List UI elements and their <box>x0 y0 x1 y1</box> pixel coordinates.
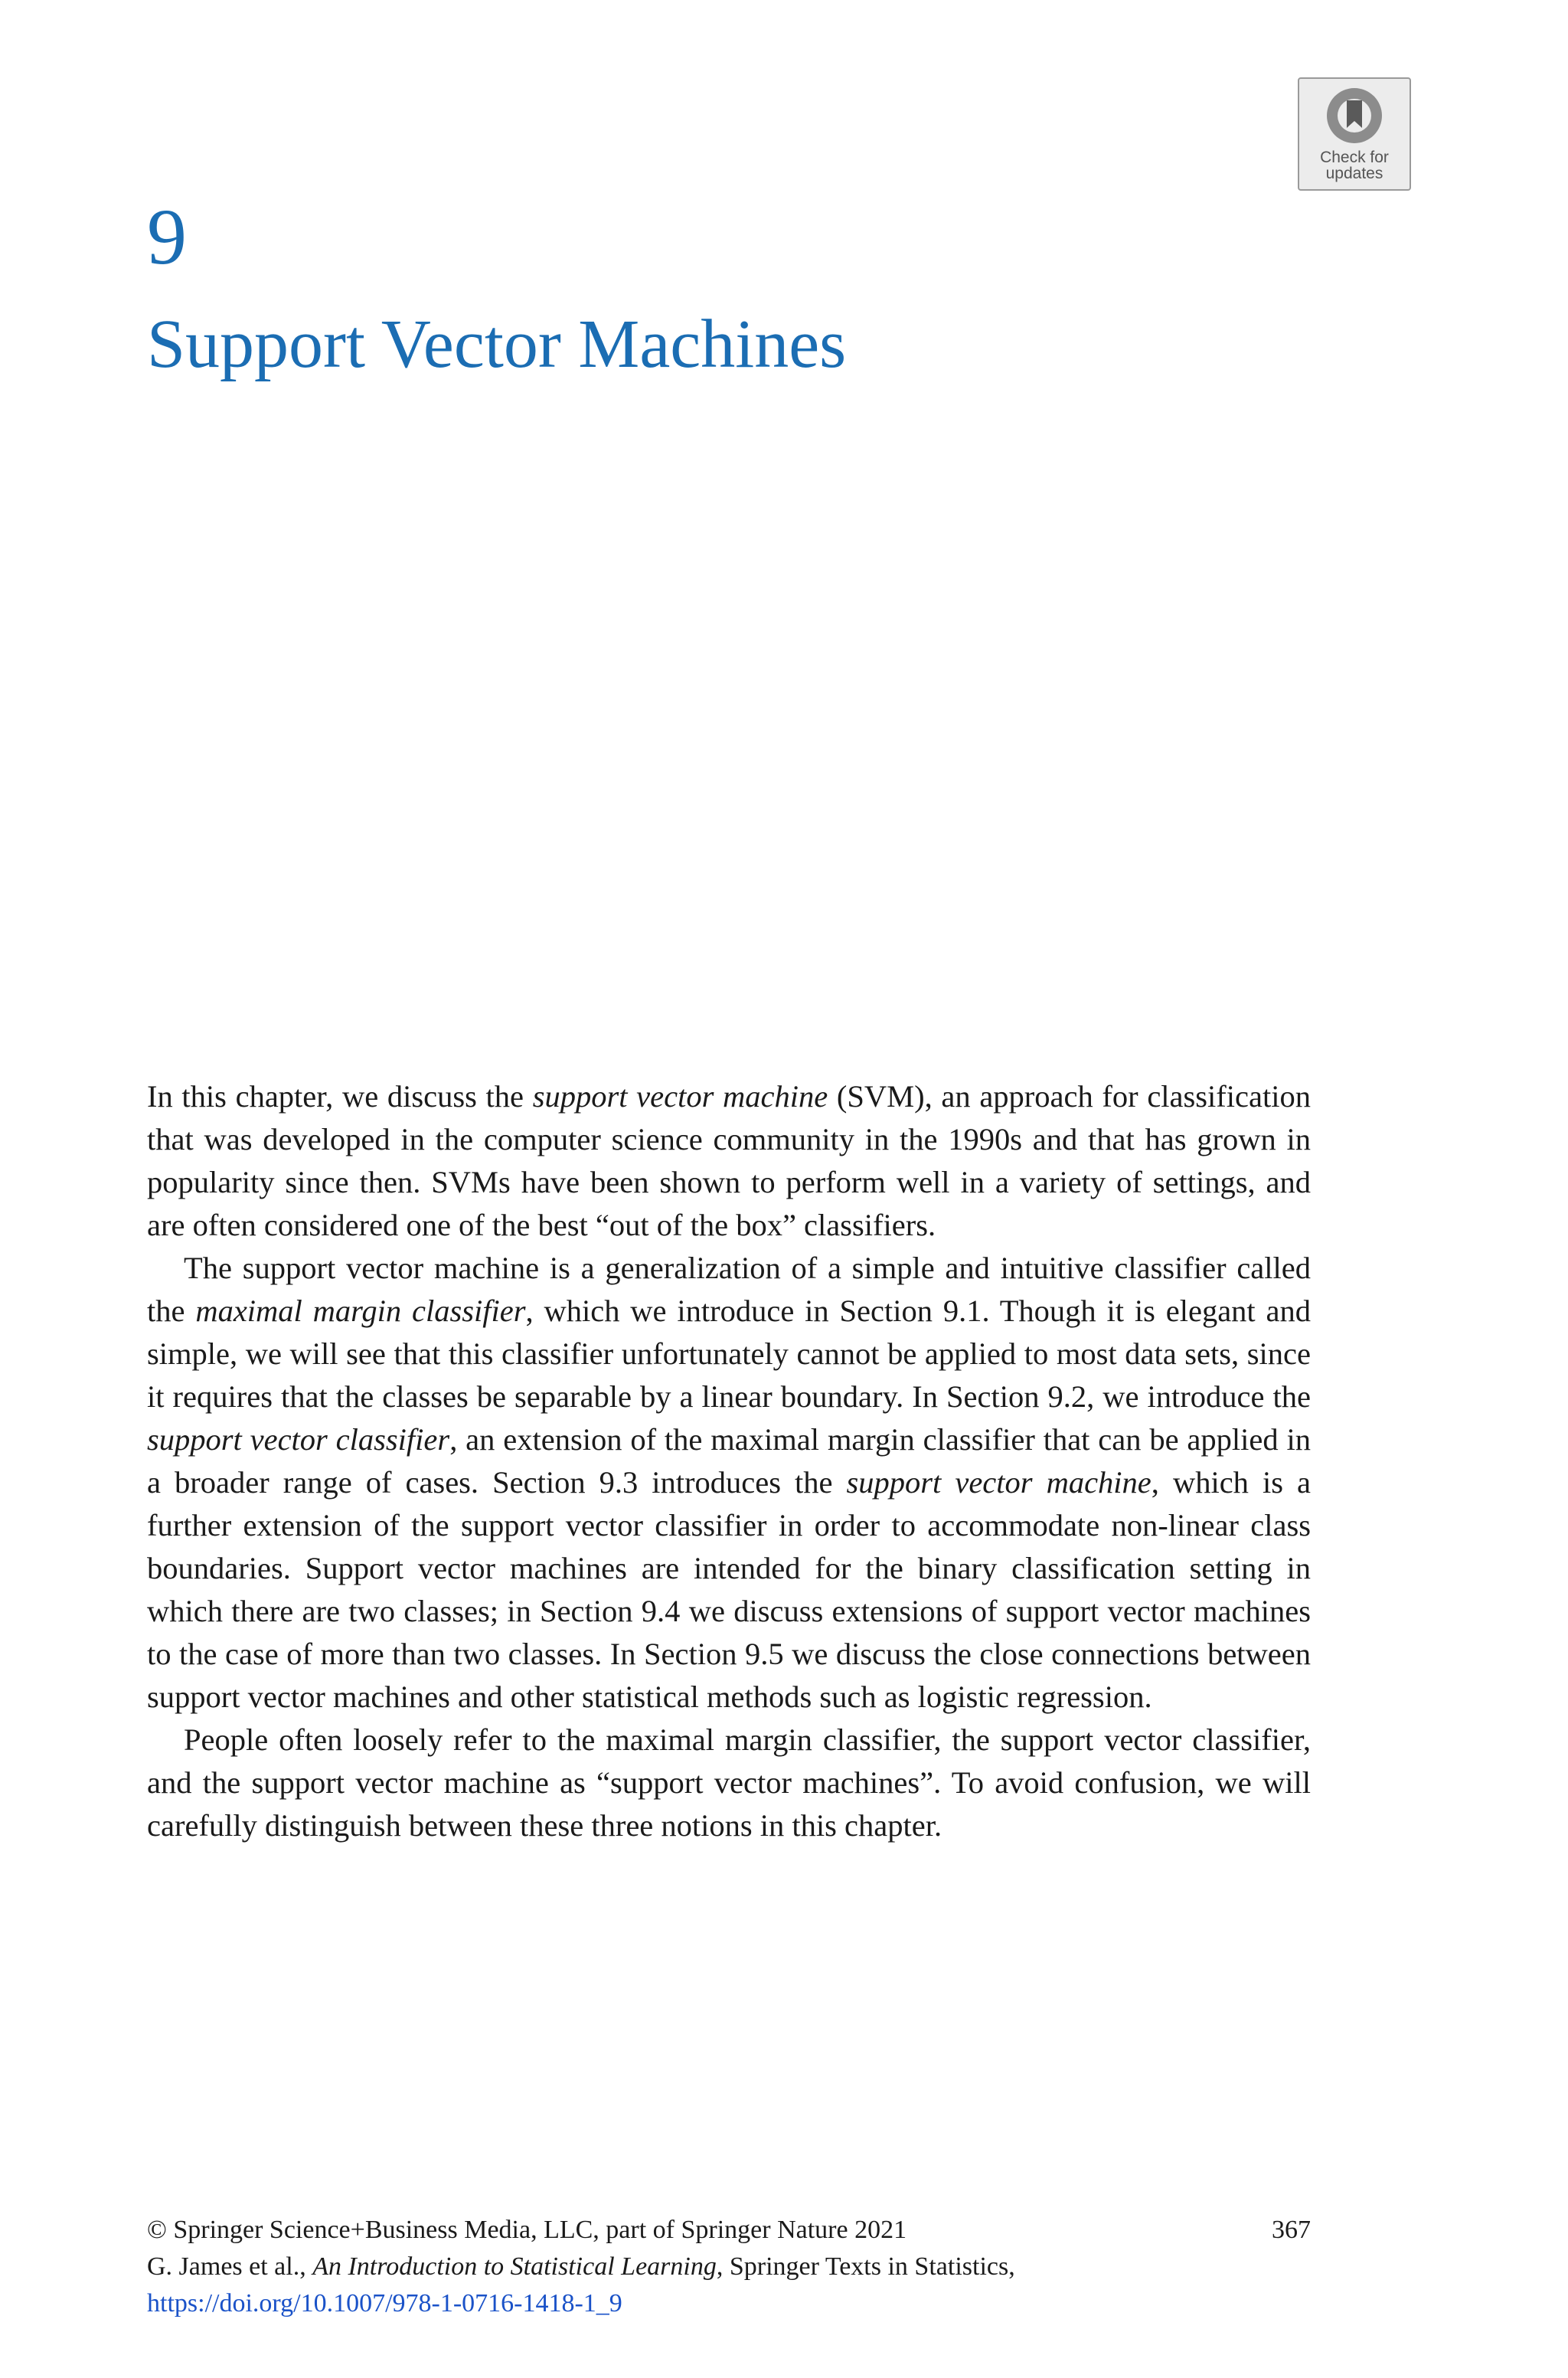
p2-emphasis-3: support vector machine <box>846 1465 1152 1500</box>
copyright-line: © Springer Science+Business Media, LLC, part of Springer Nature 2021 <box>147 2216 907 2244</box>
p1-text-a: In this chapter, we discuss the <box>147 1079 533 1114</box>
p1-text-b: (SVM), an approach for classification that was developed in the computer science community in the 1990s and that has grown in popularity since then. SVMs have been shown to perform well in a variety of settings, and are often considered one of the best “out of the box” classifiers. <box>147 1079 1311 1242</box>
citation-line <box>147 2249 1311 2285</box>
p2-text-b: , which we introduce in Section 9.1. Though it is elegant and simple, we will see that this classifier unfortunately cannot be applied to most data sets, since it requires that the classes be separable by a linear boundary. In Section 9.2, we introduce the <box>147 1294 1311 1414</box>
paragraph-3: People often loosely refer to the maximal margin classifier, the support vector classifier, and the support vector machine as “support vector machines”. To avoid confusion, we will carefully distinguish between these three notions in this chapter. <box>147 1722 1311 1843</box>
citation-series: , Springer Texts in Statistics, <box>716 2252 1015 2281</box>
doi-line <box>147 2285 1311 2322</box>
badge-line-1: Check for <box>1320 149 1389 166</box>
chapter-number: 9 <box>147 193 187 281</box>
p2-emphasis-2: support vector classifier <box>147 1422 450 1457</box>
page-footer <box>147 2212 1311 2322</box>
bookmark-ring-icon <box>1324 85 1385 146</box>
doi-link[interactable]: https://doi.org/10.1007/978-1-0716-1418-1_9 <box>147 2289 622 2317</box>
citation-book-title: An Introduction to Statistical Learning <box>312 2252 717 2281</box>
badge-line-2: updates <box>1325 165 1383 182</box>
check-for-updates-badge[interactable] <box>1298 77 1411 191</box>
chapter-title: Support Vector Machines <box>147 306 847 382</box>
badge-label <box>1320 149 1389 182</box>
paragraph-2 <box>147 1247 1311 1719</box>
citation-authors: G. James et al., <box>147 2252 313 2281</box>
p2-text-c: , an extension of the maximal margin classifier that can be applied in a broader range of cases. Section 9.3 introduces the <box>147 1422 1311 1500</box>
page-number: 367 <box>1272 2216 1311 2244</box>
chapter-introduction <box>147 1075 1311 1847</box>
p2-emphasis-1: maximal margin classifier <box>195 1294 526 1328</box>
p2-text-a: The support vector machine is a generalization of a simple and intuitive classifier called the <box>147 1251 1311 1328</box>
paragraph-1 <box>147 1075 1311 1247</box>
p1-emphasis-1: support vector machine <box>532 1079 828 1114</box>
p2-text-d: , which is a further extension of the support vector classifier in order to accommodate non-linear class boundaries. Support vector machines are intended for the binary classification setting in which there are two classes; in Section 9.4 we discuss extensions of support vector machines to the case of more than two classes. In Section 9.5 we discuss the close connections between support vector machines and other statistical methods such as logistic regression. <box>147 1465 1311 1714</box>
